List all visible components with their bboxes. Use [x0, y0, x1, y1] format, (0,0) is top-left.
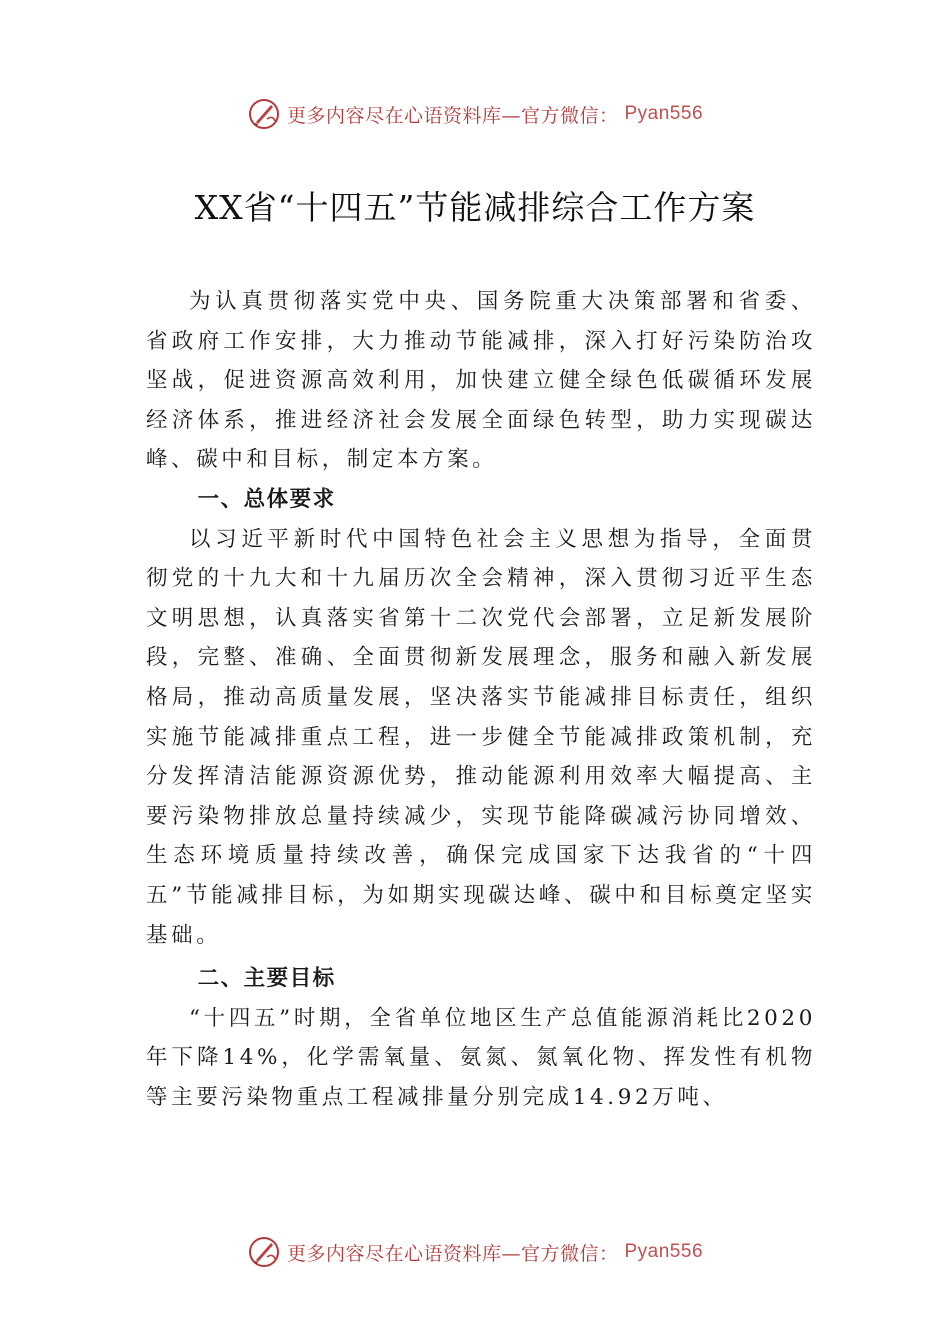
section-2-paragraph: “十四五”时期，全省单位地区生产总值能源消耗比2020年下降14%，化学需氧量、氨氮、氮氧化物、挥发性有机物等主要污染物重点工程减排量分别完成14.92万吨、 — [146, 1005, 816, 1110]
banner-text: 更多内容尽在心语资料库—官方微信： — [286, 104, 619, 127]
quill-logo-icon — [247, 97, 281, 131]
quill-logo-icon — [247, 1235, 281, 1269]
document-title: XX省“十四五”节能减排综合工作方案 — [194, 188, 756, 227]
footer-banner — [0, 1232, 950, 1272]
document-body — [146, 282, 816, 1117]
section-1-paragraph: 以习近平新时代中国特色社会主义思想为指导，全面贯彻党的十九大和十九届历次全会精神，深入贯彻习近平生态文明思想，认真落实省第十二次党代会部署，立足新发展阶段，完整、准确、全面贯彻新发展理念，服务和融入新发展格局，推动高质量发展，坚决落实节能减排目标责任，组织实施节能减排重点工程，进一步健全节能减排政策机制，充分发挥清洁能源资源优势，推动能源利用效率大幅提高、主要污染物排放总量持续减少，实现节能降碳减污协同增效、生态环境质量持续改善，确保完成国家下达我省的“十四五”节能减排目标，为如期实现碳达峰、碳中和目标奠定坚实基础。 — [146, 526, 816, 948]
banner-handle: Pyan556 — [624, 1241, 704, 1262]
banner-handle: Pyan556 — [624, 103, 704, 124]
section-heading-2: 二、主要目标 — [197, 966, 336, 992]
intro-paragraph: 为认真贯彻落实党中央、国务院重大决策部署和省委、省政府工作安排，大力推动节能减排，深入打好污染防治攻坚战，促进资源高效利用，加快建立健全绿色低碳循环发展经济体系，推进经济社会发展全面绿色转型，助力实现碳达峰、碳中和目标，制定本方案。 — [146, 289, 816, 473]
banner-text: 更多内容尽在心语资料库—官方微信： — [286, 1242, 619, 1265]
header-banner — [0, 94, 950, 134]
section-heading-1: 一、总体要求 — [197, 486, 336, 512]
